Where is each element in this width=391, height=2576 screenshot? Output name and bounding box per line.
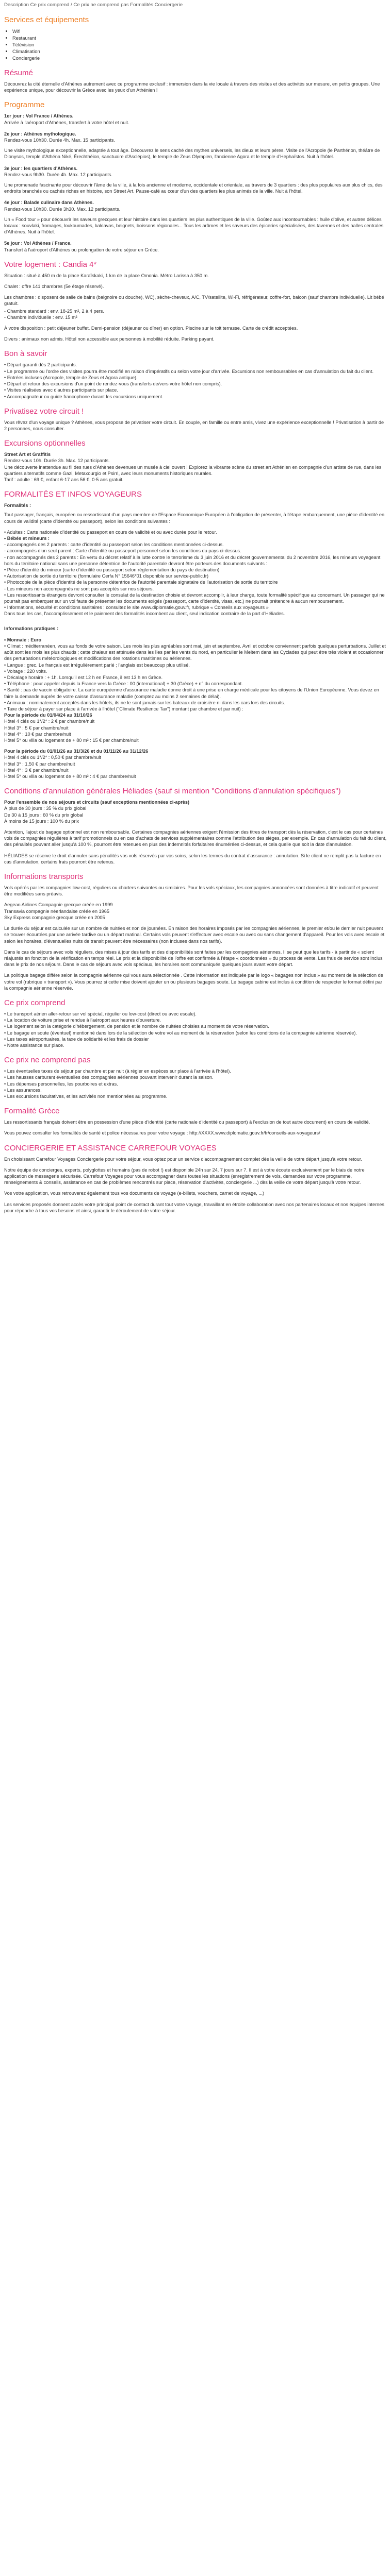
bonasavoir-item: • Le programme ou l'ordre des visites pourra être modifié en raison d'impératifs ou selon votre jour d'arrivée. Excursions non remboursables en cas d'annulation du fait du client. <box>4 368 374 374</box>
service-item: • Wifi <box>12 28 387 35</box>
bonasavoir-list <box>4 362 387 399</box>
day-title: 1er jour : Vol France / Athènes. <box>4 113 74 119</box>
comprend-title: Ce prix comprend <box>4 998 66 1007</box>
formalites-mineurs-note: - Les mineurs non accompagnés ne sont pas acceptés sur nos séjours. <box>4 586 154 591</box>
formalites-adultes: • Adultes : Carte nationale d'identité ou passeport en cours de validité et ou avec durée pour le retour. <box>4 529 217 535</box>
transports-title: Informations transports <box>4 872 84 882</box>
comprend-item: • Le transport aérien aller-retour sur vol spécial, régulier ou low-cost (direct ou avec escale). <box>4 1011 197 1016</box>
formalite-p2: Vous pouvez consulter les formalités de santé et police nécessaires pour votre voyage : http://XXXX.www.diplomatie.gouv.fr/fr/conseils-aux-voyageurs/ <box>4 1130 320 1136</box>
necomprend-item: • Les dépenses personnelles, les pourboires et extras. <box>4 1081 118 1087</box>
excursion-text: Une découverte inattendue au fil des rues d'Athènes devenues un musée à ciel ouvert ! Explorez la vibrante scène du street art Athénien en compagnie d'un artiste de rue, dans les quartiers alternatifs comme Gazi, Metaxourgio et Psirri, avec leurs monuments historiques murales. <box>4 464 382 476</box>
formalites-infos2: Dans tous les cas, l'accomplissement et le paiement des formalités incombent au client, seul indication contraire de la part d'Héliades. <box>4 611 285 617</box>
comprend-item: • Le logement selon la catégorie d'hébergement, de pension et le nombre de nuitées choisies au moment de votre réservation. <box>4 1024 269 1029</box>
excursion-info: Rendez-vous 10h. Durée 3h. Max. 12 participants. <box>4 458 110 464</box>
formalites-bebes: • Bébés et mineurs : <box>4 535 50 541</box>
pratiques-animaux: • Animaux : nominalement acceptés dans les hôtels, ils ne le sont jamais sur les bateaux de croisière ni dans les cars lors des circuits. <box>4 700 285 705</box>
pratiques-taxe: • Taxe de séjour à payer sur place à l'arrivée à l'hôtel ("Climate Resilience Tax") montant par chambre et par nuit) : <box>4 706 243 712</box>
annulation-p2: HÉLIADES se réserve le droit d'annuler sans pénalités vos vols réservés par vos soins, selon les termes du contrat d'assurance : annulation. Si le client ne remplit pas la facture en cas d'annulation, certains frais pourront être retenus. <box>4 853 381 865</box>
pratiques-periode1-title: Pour la période du 01/04/24 au 31/10/26 <box>4 713 92 718</box>
day-body: Un « Food tour » pour découvrir les saveurs grecques et leur histoire dans les quartiers les plus authentiques de la ville. Goûtez aux incontournables : huile d'olive, et autres délices locaux : souvlaki, fromages, loukoumades, baklavas, beignets, boissons régionales... Tous les arômes et les saveurs des épiceries spécialisées, des tavernes et des halles centrales d'Athènes. Nuit à l'hôtel. <box>4 216 384 235</box>
programme-days <box>4 113 387 252</box>
bonasavoir-item: • Entrées incluses (Acropole, temple de Zeus et Agora antique). <box>4 375 138 380</box>
day-body: Une promenade fascinante pour découvrir l'âme de la ville, à la fois ancienne et moderne, occidentale et orientale, au travers de 3 quartiers : des plus populaires aux plus chics, des endroits branchés ou cachés riches en histoire, son Street Art. Pause-café au cœur d'un des quartiers les plus animés de la ville. Nuit à l'hôtel. <box>4 182 383 194</box>
transports-airlines: Aegean Airlines Compagnie grecque créée en 1999 Transavia compagnie néerlandaise créée en 1965 Sky Express compagnie grecque créée en 2005 <box>4 902 113 920</box>
formalites-subtitle: Formalités : <box>4 503 31 509</box>
transports-p2: Le durée du séjour est calculée sur un nombre de nuitées et non de journées. En raison des horaires imposés par les compagnies aériennes, le premier et/ou le dernier nuit peuvent se trouver écourtées par une arrivée tardive ou un départ matinal. Certains vols peuvent s'effectuer avec escale ou avec ou sans changement d'appareil. Pour les vols avec escale et selon les horaires, d'éventuelles nuits de transit peuvent être nécessaires (non incluses dans nos tarifs). <box>4 926 385 944</box>
hotel-dispo: À votre disposition : petit déjeuner buffet. Demi-pension (déjeuner ou dîner) en option. Piscine sur le toit terrasse. Carte de crédit acceptées. <box>4 326 298 331</box>
annulation-lines: À plus de 30 jours : 35 % du prix global De 30 à 15 jours : 60 % du prix global À moins de 15 jours : 100 % du prix <box>4 806 87 824</box>
service-item: • Climatisation <box>12 48 387 55</box>
privatisez-text: Vous rêvez d'un voyage unique ? Athènes, vous propose de privatiser votre circuit. En couple, en famille ou entre amis, vivez une expérience exceptionnelle ! Privatisation à partir de 2 personnes, nous consulter. <box>4 419 384 431</box>
formalites-mineurs: - accompagnés des 2 parents : carte d'identité ou passeport selon les conditions mentionnées ci-dessus. - accompagnés d'un seul parent : Carte d'identité ou passeport personnel selon les conditions du pays ci-dessus. - non accompagnés des 2 parents : En vertu du décret relatif à la lutte contre le terrorisme du 3 juin 2016 et du décret gouvernemental du 2 novembre 2016, les mineurs voyageant hors du territoire national sans une personne détentrice de l'autorité parentale devront être porteurs des documents suivants : <box>4 542 381 566</box>
day-body: Arrivée à l'aéroport d'Athènes, transfert à votre hôtel et nuit. <box>4 120 129 125</box>
conciergerie-p2: Notre équipe de concierges, experts, polyglottes et humains (pas de robot !) est disponible 24h sur 24, 7 jours sur 7. Il est à votre écoute exclusivement par le biais de notre application de messagerie sécurisée. Carrefour Voyages pour vous accompagner dans toutes les situations (enregistrement de vols, demandes sur votre programme, renseignements & conseils, assistance en cas de problèmes rencontrés sur place, réservation d'activités, conciergerie ...) dès la veille de votre départ jusqu'à votre retour. <box>4 1167 365 1185</box>
comprend-item: • Le bagage en soute (éventuel) mentionné dans lors de la sélection de votre vol au moment de la réservation (selon les conditions de la compagnie aérienne réservée). <box>4 1030 357 1036</box>
resume-title: Résumé <box>4 69 33 77</box>
day-title: 3e jour : les quartiers d'Athènes. <box>4 165 78 171</box>
pratiques-langue: • Langue : grec. Le français est irrégulièrement parlé ; l'anglais est beaucoup plus utilisé. <box>4 662 190 668</box>
necomprend-list <box>4 1068 387 1099</box>
excursion-name: Street Art et Graffitis <box>4 452 51 457</box>
pratiques-climat: • Climat : méditerranéen, vous au fonds de votre saison. Les mois les plus agréables sont mai, juin et septembre. Avril et octobre conviennent parfois quelques perturbations. Juillet et août sont les mois les plus chauds ; cette chaleur est atténuée dans les îles par les vents du nord, en particulier le Meltem dans les Cyclades qui peut être très violent et occasionner des perturbations météorologiques et modifications des rotations maritimes ou aériennes. <box>4 643 386 662</box>
conciergerie-title: CONCIERGERIE ET ASSISTANCE CARREFOUR VOYAGES <box>4 1143 217 1153</box>
transports-p1: Vols opérés par les compagnies low-cost, réguliers ou charters suivantes ou similaires. Pour les vols spéciaux, les compagnies annoncées sont données à titre indicatif et peuvent être modifiées sans préavis. <box>4 885 379 897</box>
annulation-title: Conditions d'annulation générales Héliades (sauf si mention "Conditions d'annulation spécifiques") <box>4 787 341 796</box>
intro-tabs: Description Ce prix comprend / Ce prix ne comprend pas Formalités Conciergerie <box>4 2 183 8</box>
formalite-title: Formalité Grèce <box>4 1107 60 1116</box>
necomprend-item: • Les éventuelles taxes de séjour par chambre et par nuit (à régler en espèces sur place à l'arrivée à l'hôtel). <box>4 1069 231 1074</box>
day-body: Transfert à l'aéroport d'Athènes ou prolongation de votre séjour en Grèce. <box>4 247 159 252</box>
day-sub: Rendez-vous 9h30. Durée 4h. Max. 12 participants. <box>4 172 112 177</box>
pratiques-telephone: • Téléphone : pour appeler depuis la France vers la Grèce : 00 (international) + 30 (Grèce) + n° du correspondant. <box>4 681 243 687</box>
pratiques-sante: • Santé : pas de vaccin obligatoire. La carte européenne d'assurance maladie donne droit à une prise en charge médicale pour les citoyens de l'Union Européenne. Vous devez en faire la demande auprès de votre caisse d'assurance maladie (comptez au moins 2 semaines de délai). <box>4 687 379 699</box>
day-sub: Rendez-vous 10h30. Durée 4h. Max. 15 participants. <box>4 138 116 143</box>
pratiques-periode2-title: Pour la période du 01/01/26 au 31/3/26 et du 01/11/26 au 31/12/26 <box>4 749 149 754</box>
pratiques-voltage: • Voltage : 220 volts. <box>4 668 47 674</box>
day-title: 2e jour : Athènes mythologique. <box>4 131 76 137</box>
necomprend-item: • Les excursions facultatives, et les activités non mentionnées au programme. <box>4 1093 168 1099</box>
formalites-ressortissants: • Les ressortissants étrangers devront consulter le consulat de la destination choisie et devront accomplir, à leur charge, toute formalité spécifique au concernant. Un passager qui ne pourrait pas embarquer sur un vol faute de présenter les documents exigés (passeport, carte d'identité, visas, etc.) ne pourrait prétendre à aucun remboursement. <box>4 592 385 604</box>
services-list <box>4 28 387 61</box>
hotel-chambres: Chalet : offre 141 chambres (5e étage réservé). <box>4 284 104 290</box>
bonasavoir-item: • Visites réalisées avec d'autres participants sur place. <box>4 387 118 393</box>
transports-p3: Dans le cas de séjours avec vols réguliers, des mises à jour des tarifs et des disponibilités sont faites par les compagnies aériennes. Il se peut que les tarifs - à partir de « soient réajustés en fonction de la vérification en temps réel. Le prix et la disponibilité de l'offre est confirmée à l'étape « coordonnées » du process de vente. Les frais de service sont inclus dans le prix de nos séjours. Dans le cas de séjours avec vols spéciaux, les horaires sont communiqués quelques jours avant votre départ. <box>4 949 383 968</box>
programme-title: Programme <box>4 100 45 110</box>
resume-text: Découvrez la cité éternelle d'Athènes autrement avec ce programme exclusif : immersion dans la vie locale à travers des visites et des activités sur mesure, en petits groupes. Une expérience unique, pour découvrir la Grèce avec les yeux d'un Athénien ! <box>4 81 380 93</box>
services-title: Services et équipements <box>4 15 89 24</box>
formalites-p1: Tout passager, français, européen ou ressortissant d'un pays membre de l'Espace Economique Européen à l'obligation de présenter, à l'étape embarquement, une pièce d'identité en cours de validité (carte d'identité ou passeport), selon les conditions suivantes : <box>4 512 385 524</box>
hotel-equip: Les chambres : disposent de salle de bains (baignoire ou douche), WC), sèche-cheveux, A/C, TV/satellite, Wi-Fi, réfrigérateur, coffre-fort, balcon (sauf chambre individuelle). Lit bébé gratuit. <box>4 295 384 307</box>
necomprend-title: Ce prix ne comprend pas <box>4 1056 91 1065</box>
formalites-infos: • Informations, sécurité et conditions sanitaires : consultez le site www.diplomatie.gouv.fr, rubrique « Conseils aux voyageurs » <box>4 605 269 611</box>
excursion-tarif: Tarif : adulte : 69 €, enfant 6-17 ans 56 €, 0-5 ans gratuit. <box>4 477 124 482</box>
transports-p4: La politique bagage diffère selon la compagnie aérienne qui vous aura sélectionnée . Cette information est indiquée par le logo « bagages non inclus » au moment de la sélection de votre vol (rubrique « transport »). Vous pourrez si cette mise doivent ajouter un ou plusieurs bagages soute. Le bagage cabine est inclus à condition de respecter le format défini par la compagnie aérienne réservée. <box>4 973 383 991</box>
privatisez-title: Privatisez votre circuit ! <box>4 406 84 416</box>
annulation-p1: Attention, l'ajout de bagage optionnel est non remboursable. Certaines compagnies aériennes exigent l'émission des titres de transport dès la réservation, c'est le cas pour certaines vols de compagnies régulières à tarif promotionnels ou en cas d'achats de services supplémentaires comme l'attribution des sièges, par exemple. En cas d'annulation du fait du client, des pénalités pouvant aller jusqu'à 100 %, pourront être retenues en plus des indemnités forfaitaires énumérées ci-dessus, et cela quelle que soit la date d'annulation. <box>4 829 387 848</box>
formalites-title: FORMALITÉS ET INFOS VOYAGEURS <box>4 490 142 499</box>
pratiques-periode2: Hôtel 4 clés ou 1*/2* : 0,50 € par chambre/nuit Hôtel 3* : 1,50 € par chambre/nuit Hôtel 4* : 3 € par chambre/nuit Hôtel 5* ou villa ou logement de + 80 m² : 4 € par chambre/nuit <box>4 755 136 779</box>
excursions-title: Excursions optionnelles <box>4 439 86 448</box>
comprend-item: • Notre assistance sur place. <box>4 1042 64 1048</box>
day-title: 5e jour : Vol Athènes / France. <box>4 241 72 246</box>
formalite-p1: Les ressortissants français doivent être en possession d'une pièce d'identité (carte nationale d'identité ou passeport) à l'exclusion de tout autre document) en cours de validité. <box>4 1120 370 1125</box>
bonasavoir-item: • Départ garanti dès 2 participants. <box>4 362 77 368</box>
pratiques-horaire: • Décalage horaire : + 1h. Lorsqu'il est 12 h en France, il est 13 h en Grèce. <box>4 675 163 680</box>
service-item: • Restaurant <box>12 35 387 41</box>
pratiques-title: Informations pratiques : <box>4 625 59 631</box>
hotel-divers: Divers : animaux non admis. Hôtel non accessible aux personnes à mobilité réduite. Parking payant. <box>4 336 215 342</box>
comprend-item: • Les taxes aéroportuaires, la taxe de solidarité et les frais de dossier <box>4 1036 149 1042</box>
comprend-item: • La location de voiture prise et rendue à l'aéroport aux heures d'ouverture. <box>4 1018 161 1023</box>
necomprend-item: • Les assurances. <box>4 1087 42 1093</box>
pratiques-monnaie: • Monnaie : Euro <box>4 637 42 642</box>
bonasavoir-item: • Départ et retour des excursions d'un point de rendez-vous (transferts de/vers votre hôtel non compris). <box>4 381 222 387</box>
conciergerie-p1: En choisissant Carrefour Voyages Conciergerie pour votre séjour, vous optez pour un service d'accompagnement complet dès la veille de votre départ jusqu'à votre retour. <box>4 1156 362 1162</box>
hotel-situation: Situation : situé à 450 m de la place Karaïskaki, 1 km de la place Omonia. Métro Larissa à 350 m. <box>4 273 209 278</box>
annulation-subtitle: Pour l'ensemble de nos séjours et circuits (sauf exceptions mentionnées ci-après) <box>4 800 190 805</box>
service-item: • Conciergerie <box>12 55 387 61</box>
hotel-sizes: - Chambre standard : env. 18-25 m², 2 à 4 pers. - Chambre individuelle : env. 15 m² <box>4 308 104 320</box>
conciergerie-p4: Les services proposés donnent accès votre principal point de contact durant tout votre voyage, travaillant en étroite collaboration avec nos partenaires locaux et nos équipes internes pour répondre à tous vos besoins et ainsi, garantir le déroulement de votre séjour. <box>4 1201 384 1213</box>
bonasavoir-item: • Accompagnateur ou guide francophone durant les excursions uniquement. <box>4 394 164 399</box>
comprend-list <box>4 1011 387 1048</box>
pratiques-periode1: Hôtel 4 clés ou 1*/2* : 2 € par chambre/nuit Hôtel 3* : 5 € par chambre/nuit Hôtel 4* : 10 € par chambre/nuit Hôtel 5* ou villa ou logement de + 80 m² : 15 € par chambre/nuit <box>4 719 139 743</box>
necomprend-item: • Les hausses carburant éventuelles des compagnies aériennes pouvant intervenir durant la saison. <box>4 1075 214 1080</box>
formalites-mineurs-list: • Pièce d'identité du mineur (carte d'identité ou passeport selon réglementation du pays de destination) • Autorisation de sortie du territoire (formulaire Cerfa N° 15646*01 disponible sur service-public.fr) • Photocopie de la pièce d'identité de la personne détentrice de l'autorité parentale signataire de l'autorisation de sortie du territoire <box>4 567 278 585</box>
day-title: 4e jour : Balade culinaire dans Athènes. <box>4 200 94 206</box>
day-sub: Rendez-vous 10h30. Durée 3h30. Max. 12 participants. <box>4 206 121 212</box>
bonasavoir-title: Bon à savoir <box>4 349 47 359</box>
conciergerie-p3: Vos votre application, vous retrouverez également tous vos documents de voyage (e-billets, vouchers, carnet de voyage, ...) <box>4 1191 265 1196</box>
service-item: • Télévision <box>12 41 387 48</box>
day-body: Une visite mythologique exceptionnelle, adaptée à tout âge. Découvrez le sens caché des mythes universels, les dieux et leurs pères. Visite de l'Acropole (le Parthénon, théâtre de Dionysos, temple d'Athéna Niké, Érechthéion, sanctuaire d'Asclépios), le temple de Zeus Olympien, l'ancienne Agora et le temple d'Hephaïstos. Nuit à l'hôtel. <box>4 148 380 160</box>
hotel-title: Votre logement : Candia 4* <box>4 260 97 269</box>
